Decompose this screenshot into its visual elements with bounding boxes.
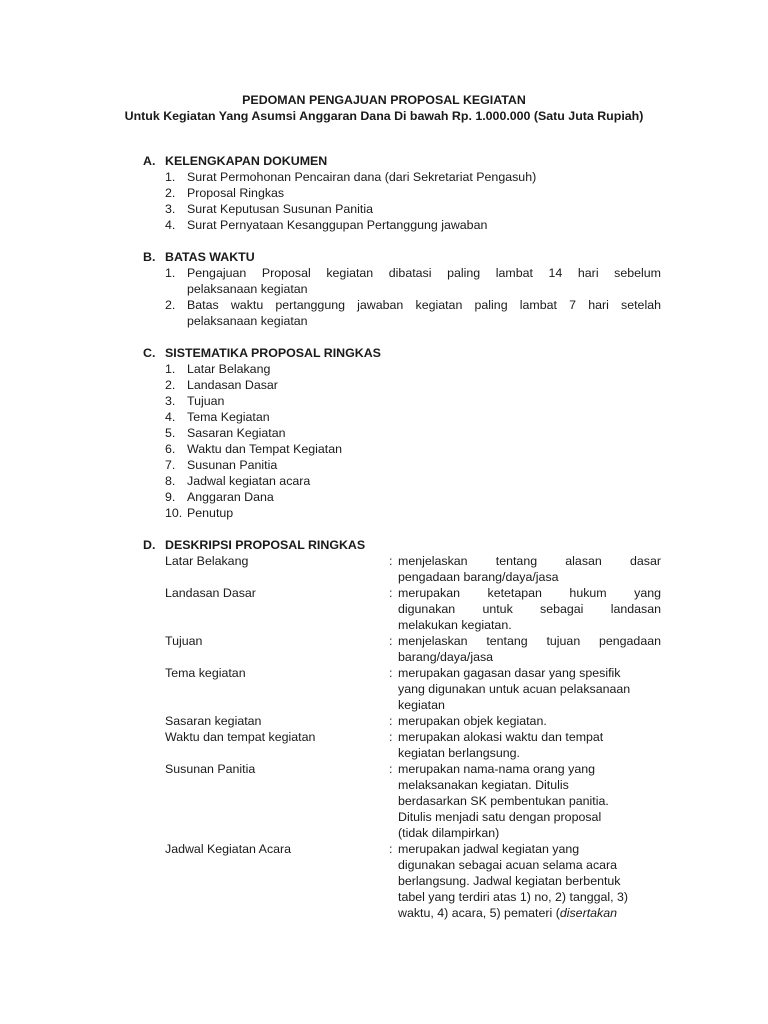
section-heading: BATAS WAKTU — [165, 250, 255, 264]
description-text: (tidak dilampirkan) — [398, 826, 500, 840]
description-text: berdasarkan SK pembentukan panitia. — [398, 794, 609, 808]
list-number: 1. — [165, 170, 176, 184]
description-text: digunakan sebagai acuan selama acara — [398, 858, 618, 872]
description-text: merupakan ketetapan hukum yang — [398, 586, 661, 600]
list-item-text: Latar Belakang — [187, 362, 271, 376]
section-letter: A. — [143, 154, 156, 168]
list-number: 1. — [165, 362, 176, 376]
description-label: Jadwal Kegiatan Acara — [165, 842, 292, 856]
list-item-text: Jadwal kegiatan acara — [187, 474, 311, 488]
description-label: Tema kegiatan — [165, 666, 246, 680]
document-title: PEDOMAN PENGAJUAN PROPOSAL KEGIATAN — [242, 93, 526, 107]
description-text: menjelaskan tentang alasan dasar — [398, 554, 661, 568]
description-text: merupakan objek kegiatan. — [398, 714, 547, 728]
description-label: Landasan Dasar — [165, 586, 256, 600]
list-number: 7. — [165, 458, 176, 472]
list-number: 10. — [165, 506, 183, 520]
list-item-text: Proposal Ringkas — [187, 186, 285, 200]
list-number: 2. — [165, 186, 176, 200]
list-item-text: Anggaran Dana — [187, 490, 274, 504]
description-text: melaksanakan kegiatan. Ditulis — [398, 778, 569, 792]
list-number: 6. — [165, 442, 176, 456]
list-item-text: Tema Kegiatan — [187, 410, 270, 424]
list-number: 3. — [165, 394, 176, 408]
description-colon: : — [389, 554, 393, 568]
description-colon: : — [389, 762, 393, 776]
section-heading: SISTEMATIKA PROPOSAL RINGKAS — [165, 346, 381, 360]
description-label: Sasaran kegiatan — [165, 714, 262, 728]
list-number: 2. — [165, 298, 176, 312]
list-item-text: Pengajuan Proposal kegiatan dibatasi paling lambat 14 hari sebelum — [187, 266, 661, 280]
list-number: 4. — [165, 410, 176, 424]
list-item-text: Tujuan — [187, 394, 225, 408]
description-label: Susunan Panitia — [165, 762, 256, 776]
list-item-text: Surat Pernyataan Kesanggupan Pertanggung jawaban — [187, 218, 488, 232]
description-label: Waktu dan tempat kegiatan — [165, 730, 316, 744]
list-number: 9. — [165, 490, 176, 504]
list-item-text: Susunan Panitia — [187, 458, 278, 472]
description-text: yang digunakan untuk acuan pelaksanaan — [398, 682, 631, 696]
description-text: digunakan untuk sebagai landasan — [398, 602, 661, 616]
description-colon: : — [389, 714, 393, 728]
list-item-text: Landasan Dasar — [187, 378, 278, 392]
description-colon: : — [389, 634, 393, 648]
description-text: merupakan jadwal kegiatan yang — [398, 842, 580, 856]
list-item-text: pelaksanaan kegiatan — [187, 314, 308, 328]
description-colon: : — [389, 666, 393, 680]
list-item-text: Surat Keputusan Susunan Panitia — [187, 202, 373, 216]
description-colon: : — [389, 730, 393, 744]
description-label: Latar Belakang — [165, 554, 249, 568]
list-number: 1. — [165, 266, 176, 280]
list-item-text: Surat Permohonan Pencairan dana (dari Sekretariat Pengasuh) — [187, 170, 537, 184]
list-number: 2. — [165, 378, 176, 392]
description-text: tabel yang terdiri atas 1) no, 2) tanggal, 3) — [398, 890, 629, 904]
list-number: 5. — [165, 426, 176, 440]
description-colon: : — [389, 586, 393, 600]
description-label: Tujuan — [165, 634, 203, 648]
description-text: menjelaskan tentang tujuan pengadaan — [398, 634, 661, 648]
description-text: barang/daya/jasa — [398, 650, 494, 664]
description-text-part: waktu, 4) acara, 5) pemateri ( — [398, 906, 560, 920]
description-text: Ditulis menjadi satu dengan proposal — [398, 810, 602, 824]
description-text-italic: disertakan — [559, 906, 618, 920]
description-text — [398, 905, 617, 921]
document-subtitle: Untuk Kegiatan Yang Asumsi Anggaran Dana Di bawah Rp. 1.000.000 (Satu Juta Rupiah) — [124, 109, 644, 123]
description-colon: : — [389, 842, 393, 856]
list-item-text: Sasaran Kegiatan — [187, 426, 286, 440]
list-number: 3. — [165, 202, 176, 216]
list-number: 4. — [165, 218, 176, 232]
list-item-text: Waktu dan Tempat Kegiatan — [187, 442, 342, 456]
section-heading: KELENGKAPAN DOKUMEN — [165, 154, 328, 168]
list-item-text: Penutup — [187, 506, 234, 520]
list-item-text: Batas waktu pertanggung jawaban kegiatan paling lambat 7 hari setelah — [187, 298, 661, 312]
description-text: merupakan nama-nama orang yang — [398, 762, 595, 776]
section-heading: DESKRIPSI PROPOSAL RINGKAS — [165, 538, 366, 552]
description-text: berlangsung. Jadwal kegiatan berbentuk — [398, 874, 621, 888]
description-text: kegiatan — [398, 698, 445, 712]
description-text: melakukan kegiatan. — [398, 618, 512, 632]
section-letter: C. — [143, 346, 156, 360]
list-item-text: pelaksanaan kegiatan — [187, 282, 308, 296]
section-letter: B. — [143, 250, 156, 264]
description-text: merupakan alokasi waktu dan tempat — [398, 730, 604, 744]
description-text: pengadaan barang/daya/jasa — [398, 570, 559, 584]
description-text: merupakan gagasan dasar yang spesifik — [398, 666, 621, 680]
list-number: 8. — [165, 474, 176, 488]
section-letter: D. — [143, 538, 156, 552]
description-text: kegiatan berlangsung. — [398, 746, 520, 760]
